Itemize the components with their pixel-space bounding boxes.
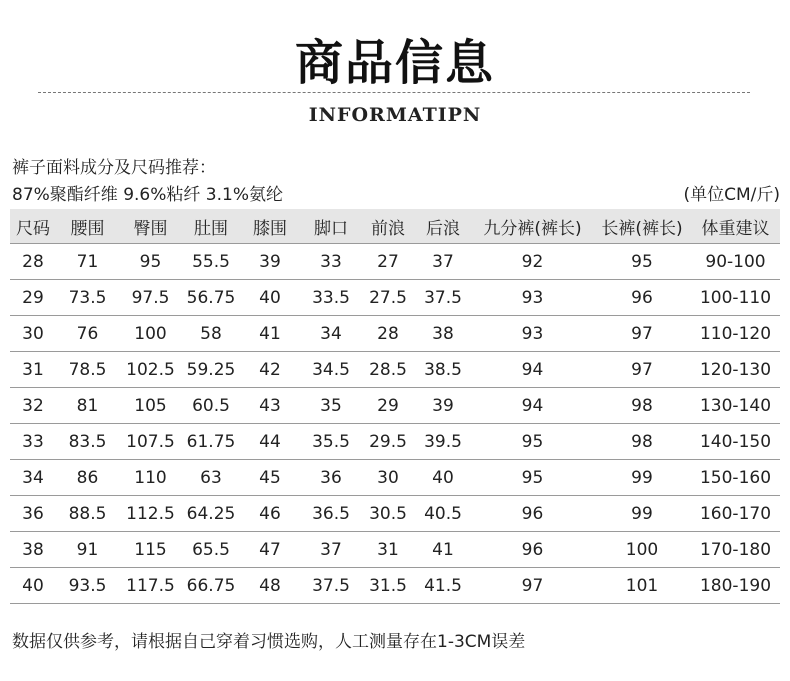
table-row — [10, 424, 780, 460]
table-cell: 28 — [10, 244, 56, 280]
table-cell: 110-120 — [691, 316, 780, 352]
table-cell: 31.5 — [362, 568, 414, 604]
table-cell: 102.5 — [119, 352, 182, 388]
table-header-row — [10, 209, 780, 244]
table-cell: 112.5 — [119, 496, 182, 532]
size-table — [10, 209, 780, 604]
table-cell: 37 — [300, 532, 362, 568]
table-cell: 29.5 — [362, 424, 414, 460]
dashed-divider — [38, 92, 750, 93]
table-cell: 99 — [593, 460, 691, 496]
table-cell: 150-160 — [691, 460, 780, 496]
column-header: 九分裤(裤长) — [472, 209, 593, 244]
table-cell: 170-180 — [691, 532, 780, 568]
column-header: 脚口 — [300, 209, 362, 244]
table-cell: 30 — [362, 460, 414, 496]
table-cell: 71 — [56, 244, 119, 280]
page-subtitle: INFORMATIPN — [308, 104, 482, 126]
table-cell: 35.5 — [300, 424, 362, 460]
table-row — [10, 568, 780, 604]
table-cell: 38 — [10, 532, 56, 568]
table-cell: 48 — [240, 568, 300, 604]
table-cell: 47 — [240, 532, 300, 568]
fabric-label: 裤子面料成分及尺码推荐： — [12, 158, 216, 178]
table-cell: 96 — [593, 280, 691, 316]
table-cell: 33 — [300, 244, 362, 280]
table-cell: 29 — [10, 280, 56, 316]
table-cell: 100-110 — [691, 280, 780, 316]
fabric-composition: 87%聚酯纤维 9.6%粘纤 3.1%氨纶 — [12, 185, 283, 205]
table-cell: 160-170 — [691, 496, 780, 532]
column-header: 臀围 — [119, 209, 182, 244]
table-cell: 96 — [472, 532, 593, 568]
column-header: 肚围 — [182, 209, 240, 244]
table-cell: 40 — [10, 568, 56, 604]
unit-note: (单位CM/斤) — [683, 185, 780, 205]
table-cell: 30.5 — [362, 496, 414, 532]
table-cell: 43 — [240, 388, 300, 424]
table-cell: 94 — [472, 388, 593, 424]
table-cell: 93 — [472, 316, 593, 352]
table-cell: 45 — [240, 460, 300, 496]
table-row — [10, 244, 780, 280]
table-cell: 40 — [240, 280, 300, 316]
table-cell: 56.75 — [182, 280, 240, 316]
table-cell: 32 — [10, 388, 56, 424]
table-cell: 36 — [300, 460, 362, 496]
table-cell: 55.5 — [182, 244, 240, 280]
table-row — [10, 496, 780, 532]
table-cell: 73.5 — [56, 280, 119, 316]
table-cell: 37.5 — [414, 280, 472, 316]
table-cell: 130-140 — [691, 388, 780, 424]
column-header: 前浪 — [362, 209, 414, 244]
table-cell: 95 — [593, 244, 691, 280]
table-cell: 94 — [472, 352, 593, 388]
table-row — [10, 280, 780, 316]
table-cell: 110 — [119, 460, 182, 496]
table-cell: 107.5 — [119, 424, 182, 460]
table-cell: 120-130 — [691, 352, 780, 388]
table-cell: 97 — [593, 316, 691, 352]
table-cell: 40.5 — [414, 496, 472, 532]
table-row — [10, 532, 780, 568]
table-cell: 93 — [472, 280, 593, 316]
table-cell: 97 — [472, 568, 593, 604]
table-cell: 76 — [56, 316, 119, 352]
table-cell: 97 — [593, 352, 691, 388]
column-header: 长裤(裤长) — [593, 209, 691, 244]
table-cell: 59.25 — [182, 352, 240, 388]
table-cell: 64.25 — [182, 496, 240, 532]
column-header: 后浪 — [414, 209, 472, 244]
table-cell: 96 — [472, 496, 593, 532]
table-row — [10, 388, 780, 424]
table-cell: 115 — [119, 532, 182, 568]
table-cell: 27.5 — [362, 280, 414, 316]
table-cell: 33.5 — [300, 280, 362, 316]
table-cell: 37 — [414, 244, 472, 280]
table-cell: 30 — [10, 316, 56, 352]
table-cell: 27 — [362, 244, 414, 280]
table-cell: 95 — [472, 460, 593, 496]
column-header: 膝围 — [240, 209, 300, 244]
table-row — [10, 352, 780, 388]
table-cell: 91 — [56, 532, 119, 568]
table-cell: 90-100 — [691, 244, 780, 280]
table-cell: 78.5 — [56, 352, 119, 388]
table-cell: 97.5 — [119, 280, 182, 316]
table-cell: 38.5 — [414, 352, 472, 388]
table-cell: 81 — [56, 388, 119, 424]
table-cell: 86 — [56, 460, 119, 496]
table-cell: 31 — [362, 532, 414, 568]
table-cell: 46 — [240, 496, 300, 532]
table-row — [10, 460, 780, 496]
table-cell: 58 — [182, 316, 240, 352]
table-cell: 33 — [10, 424, 56, 460]
table-cell: 41.5 — [414, 568, 472, 604]
table-cell: 105 — [119, 388, 182, 424]
table-cell: 66.75 — [182, 568, 240, 604]
table-cell: 29 — [362, 388, 414, 424]
table-cell: 101 — [593, 568, 691, 604]
table-cell: 61.75 — [182, 424, 240, 460]
table-cell: 65.5 — [182, 532, 240, 568]
table-cell: 36 — [10, 496, 56, 532]
table-row — [10, 316, 780, 352]
table-cell: 140-150 — [691, 424, 780, 460]
disclaimer-note: 数据仅供参考，请根据自己穿着习惯选购，人工测量存在1-3CM误差 — [12, 632, 526, 652]
table-cell: 36.5 — [300, 496, 362, 532]
table-cell: 98 — [593, 388, 691, 424]
table-cell: 95 — [472, 424, 593, 460]
column-header: 腰围 — [56, 209, 119, 244]
table-cell: 41 — [414, 532, 472, 568]
column-header: 尺码 — [10, 209, 56, 244]
table-cell: 93.5 — [56, 568, 119, 604]
table-cell: 44 — [240, 424, 300, 460]
table-cell: 100 — [593, 532, 691, 568]
table-cell: 180-190 — [691, 568, 780, 604]
table-cell: 117.5 — [119, 568, 182, 604]
table-cell: 35 — [300, 388, 362, 424]
table-cell: 28 — [362, 316, 414, 352]
table-cell: 28.5 — [362, 352, 414, 388]
table-cell: 34 — [300, 316, 362, 352]
table-cell: 99 — [593, 496, 691, 532]
table-cell: 39 — [240, 244, 300, 280]
page-title: 商品信息 — [294, 35, 495, 91]
table-cell: 31 — [10, 352, 56, 388]
table-cell: 41 — [240, 316, 300, 352]
table-cell: 92 — [472, 244, 593, 280]
table-cell: 39 — [414, 388, 472, 424]
table-cell: 98 — [593, 424, 691, 460]
table-cell: 39.5 — [414, 424, 472, 460]
column-header: 体重建议 — [691, 209, 780, 244]
table-cell: 60.5 — [182, 388, 240, 424]
table-cell: 95 — [119, 244, 182, 280]
table-cell: 100 — [119, 316, 182, 352]
table-cell: 34.5 — [300, 352, 362, 388]
table-cell: 34 — [10, 460, 56, 496]
table-cell: 63 — [182, 460, 240, 496]
table-cell: 42 — [240, 352, 300, 388]
table-body — [10, 244, 780, 604]
table-cell: 40 — [414, 460, 472, 496]
table-cell: 38 — [414, 316, 472, 352]
table-cell: 83.5 — [56, 424, 119, 460]
table-cell: 88.5 — [56, 496, 119, 532]
table-cell: 37.5 — [300, 568, 362, 604]
